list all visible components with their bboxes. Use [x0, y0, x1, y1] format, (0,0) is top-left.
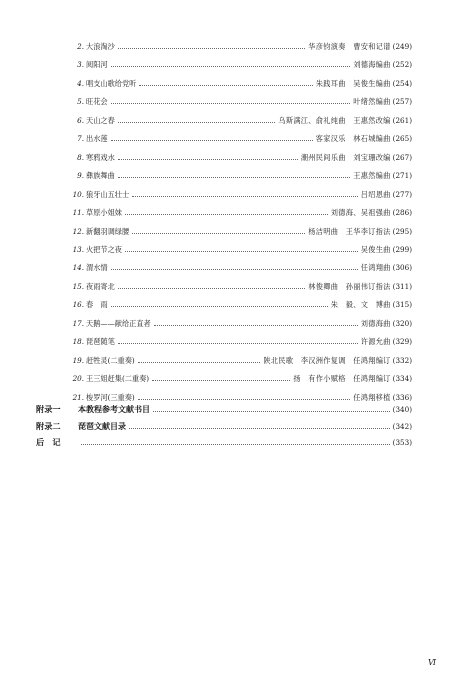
appendix-title: 本教程参考文献书目: [78, 404, 150, 414]
entry-title: 彝族舞曲: [86, 171, 115, 181]
entry-credit: 朱践耳曲 吴俊生编曲: [315, 78, 391, 88]
dot-leader: [118, 122, 276, 123]
entry-credit: 华彦钧演奏 曹安和记谱: [308, 42, 391, 51]
toc-entry: [64, 333, 412, 346]
entry-page: (271): [392, 171, 412, 181]
dot-leader: [125, 214, 328, 215]
entry-title: 唱支山歌给党听: [86, 78, 137, 88]
appendix-page: (340): [392, 405, 412, 414]
entry-title: 火把节之夜: [86, 244, 122, 254]
dot-leader: [132, 233, 305, 234]
appendix-label: 附录二: [36, 420, 61, 431]
entry-title: 草原小姐妹: [86, 208, 122, 218]
entry-title: 天鹅——献给正直者: [86, 318, 151, 328]
appendix-label: 后 记: [36, 437, 61, 447]
entry-page: (277): [392, 189, 412, 199]
dot-leader: [111, 103, 351, 104]
toc-entry: [64, 278, 412, 291]
dot-leader: [111, 269, 358, 270]
entry-title: 阅阳河: [86, 60, 108, 70]
toc-entry: [64, 204, 412, 217]
entry-credit: 刘德海、吴祖强曲: [330, 208, 391, 218]
entry-credit: 杨洁明曲 王华李订指法: [308, 226, 391, 236]
entry-page: (334): [392, 374, 412, 384]
entry-title: 梭罗河(三重奏): [86, 392, 135, 402]
entry-page: (267): [392, 152, 412, 162]
entry-page: (336): [392, 392, 412, 402]
entry-number: 3.: [77, 60, 84, 70]
entry-credit: 刘德海曲: [360, 318, 391, 328]
appendix-label: 附录一: [36, 404, 61, 414]
toc-entry: [64, 389, 412, 402]
entry-title: 赶牲灵(二重奏): [86, 355, 135, 365]
entry-number: 10.: [72, 189, 84, 199]
page-folio: Ⅵ: [428, 658, 437, 667]
entry-title: 大浪淘沙: [86, 42, 115, 51]
entry-number: 8.: [77, 152, 84, 162]
entry-credit: 乌斯满江、俞礼纯曲 王惠然改编: [278, 115, 391, 125]
toc-entry: [64, 241, 412, 254]
appendix-title: 琵琶文献目录: [78, 420, 126, 431]
entry-number: 20.: [72, 374, 84, 384]
toc-entry: [64, 296, 412, 309]
dot-leader: [153, 411, 390, 412]
entry-credit: 叶绪然编曲: [353, 97, 391, 107]
entry-credit: 任鸿翔移植: [353, 392, 391, 402]
dot-leader: [129, 428, 390, 429]
toc-entry: [64, 56, 412, 69]
appendix-entry: [36, 418, 412, 431]
entry-page: (265): [392, 134, 412, 144]
toc-entry: [64, 259, 412, 272]
entry-title: 春 雨: [86, 300, 108, 310]
entry-page: (329): [392, 337, 412, 347]
entry-credit: 吕绍恩曲: [360, 189, 391, 199]
entry-page: (261): [392, 115, 412, 125]
entry-number: 17.: [72, 318, 84, 328]
dot-leader: [111, 306, 328, 307]
entry-page: (315): [392, 300, 412, 310]
entry-number: 15.: [72, 281, 84, 291]
toc-entry: [64, 370, 412, 383]
dot-leader: [118, 48, 306, 49]
appendix-entry: [36, 401, 412, 414]
entry-title: 琵琶随笔: [86, 337, 115, 347]
entry-number: 4.: [77, 78, 84, 88]
entry-number: 7.: [77, 134, 84, 144]
entry-number: 9.: [77, 171, 84, 181]
entry-page: (295): [392, 226, 412, 236]
entry-page: (286): [392, 208, 412, 218]
entry-title: 王三姐赶集(二重奏): [86, 374, 150, 384]
toc-entry: [64, 93, 412, 106]
entry-credit: 刘德海编曲: [353, 60, 391, 70]
appendix-entry: [36, 434, 412, 447]
dot-leader: [118, 159, 298, 160]
entry-title: 夜雨寄北: [86, 281, 115, 291]
entry-number: 2.: [77, 42, 84, 51]
toc-entry: [64, 149, 412, 162]
entry-page: (249): [392, 42, 412, 51]
entry-number: 14.: [72, 263, 84, 273]
entry-page: (257): [392, 97, 412, 107]
entry-page: (299): [392, 244, 412, 254]
entry-number: 6.: [77, 115, 84, 125]
dot-leader: [81, 444, 390, 445]
entry-page: (320): [392, 318, 412, 328]
dot-leader: [118, 177, 350, 178]
entry-credit: 王惠然编曲: [353, 171, 391, 181]
entry-title: 渭水情: [86, 263, 108, 273]
toc-entry: [64, 352, 412, 365]
entry-title: 狼牙山五壮士: [86, 189, 130, 199]
dot-leader: [138, 399, 350, 400]
toc-entry: [64, 315, 412, 328]
entry-page: (332): [392, 355, 412, 365]
toc-entry: [64, 167, 412, 180]
entry-number: 18.: [72, 337, 84, 347]
entry-credit: 林俊卿曲 孙丽伟订指法: [308, 281, 391, 291]
entry-credit: 许源允曲: [360, 337, 391, 347]
dot-leader: [125, 251, 358, 252]
entry-title: 出水莲: [86, 134, 108, 144]
dot-leader: [132, 196, 358, 197]
entry-title: 寒鸦戏水: [86, 152, 115, 162]
dot-leader: [118, 343, 358, 344]
entry-number: 16.: [72, 300, 84, 310]
dot-leader: [138, 362, 261, 363]
entry-page: (254): [392, 78, 412, 88]
entry-credit: 任鸿翔曲: [360, 263, 391, 273]
dot-leader: [152, 380, 290, 381]
toc-entry: [64, 75, 412, 88]
entry-page: (252): [392, 60, 412, 70]
appendix-page: (342): [392, 421, 412, 431]
entry-number: 13.: [72, 244, 84, 254]
toc-entry: [64, 38, 412, 51]
entry-number: 5.: [77, 97, 84, 107]
entry-number: 12.: [72, 226, 84, 236]
dot-leader: [118, 288, 306, 289]
dot-leader: [111, 66, 351, 67]
entry-credit: 朱 毅、文 博曲: [330, 300, 391, 310]
entry-credit: 吴俊生曲: [360, 244, 391, 254]
toc-entry: [64, 130, 412, 143]
dot-leader: [139, 85, 312, 86]
entry-number: 19.: [72, 355, 84, 365]
entry-credit: 陕北民歌 李汉洲作复调 任鸿翔编订: [263, 355, 391, 365]
toc-entry: [64, 186, 412, 199]
entry-title: 天山之春: [86, 115, 115, 125]
entry-credit: 扬 有作小赋格 任鸿翔编订: [293, 374, 391, 384]
toc-entry: [64, 112, 412, 125]
entry-number: 11.: [72, 208, 84, 218]
entry-credit: 潮州民间乐曲 刘宝珊改编: [300, 152, 391, 162]
entry-page: (311): [392, 281, 412, 291]
toc-entry: [64, 223, 412, 236]
dot-leader: [111, 140, 313, 141]
appendix-page: (353): [392, 438, 412, 447]
dot-leader: [154, 325, 358, 326]
entry-credit: 客家汉乐 林石城编曲: [315, 134, 391, 144]
entry-title: 新翻羽调绿腰: [86, 226, 130, 236]
entry-page: (306): [392, 263, 412, 273]
entry-number: 21.: [72, 392, 84, 402]
entry-title: 旺花会: [86, 97, 108, 107]
